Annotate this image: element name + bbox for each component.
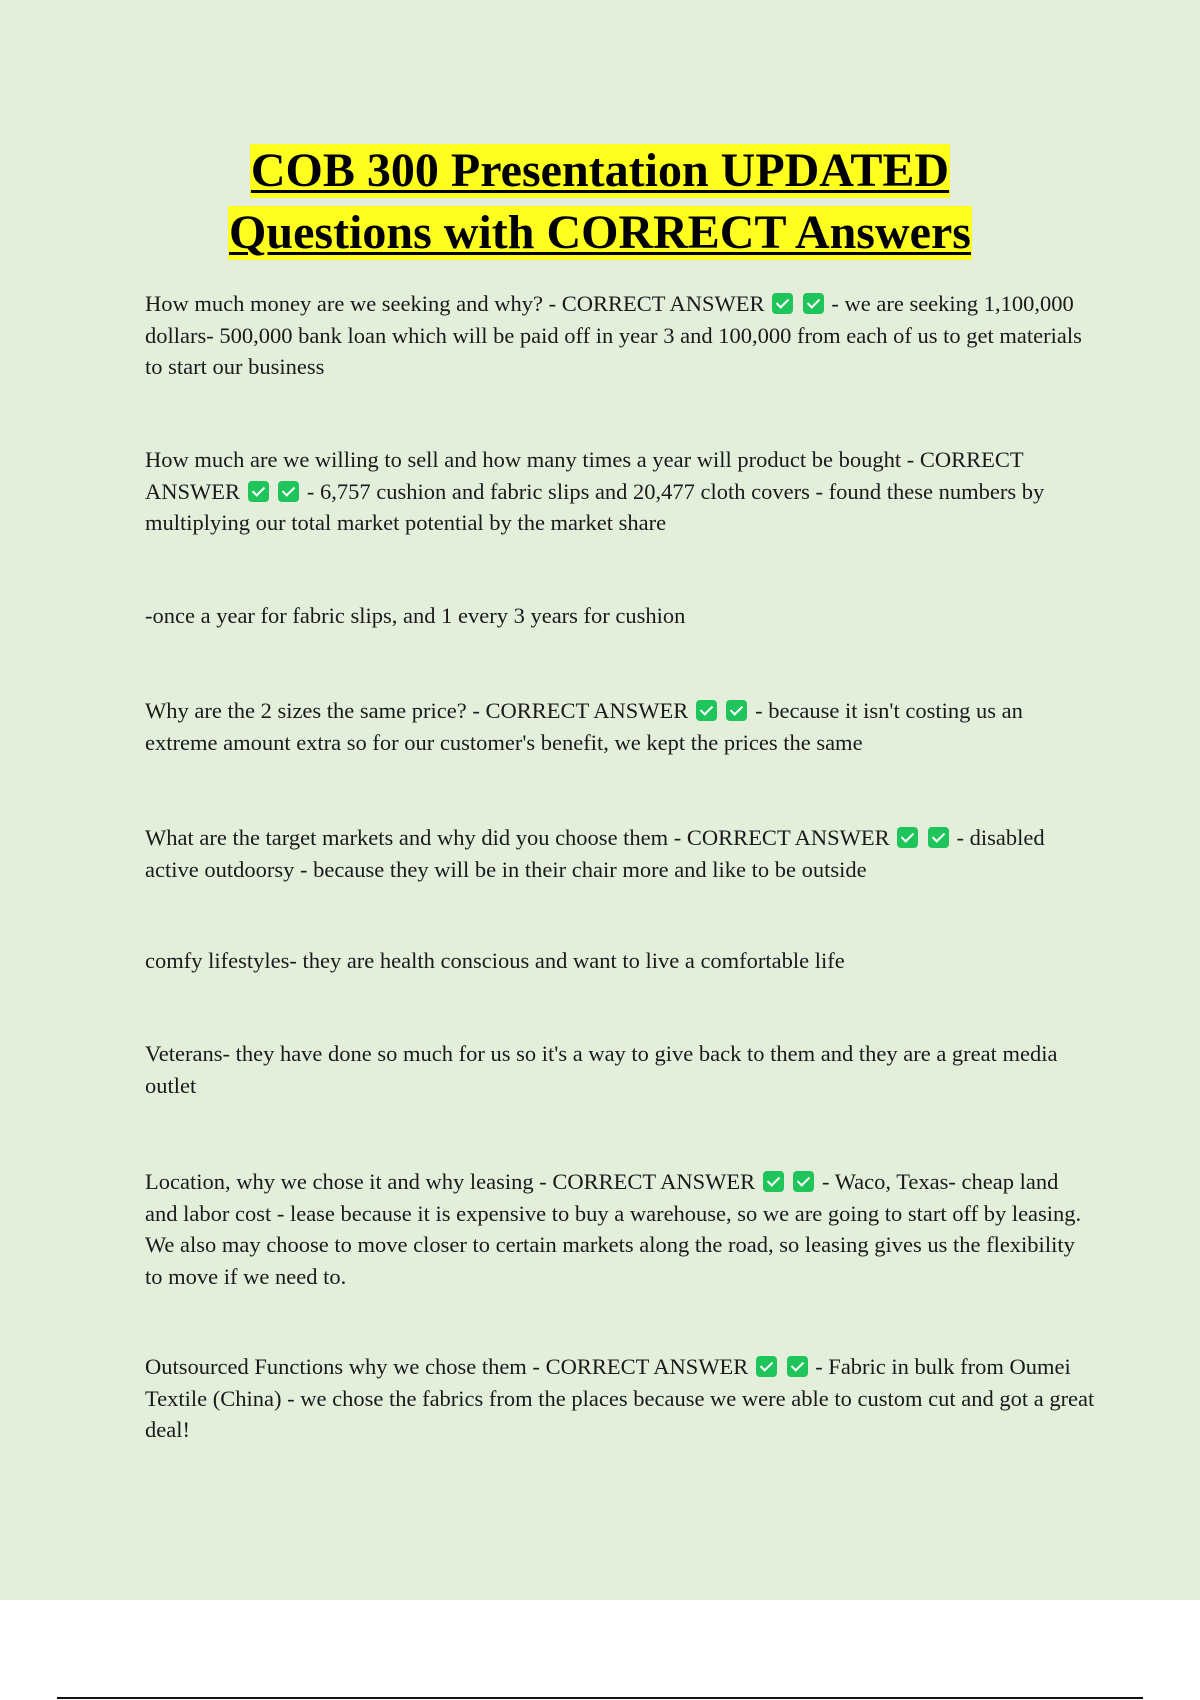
text-item-comfy-lifestyles: comfy lifestyles- they are health conscious and want to live a comfortable life (145, 948, 845, 973)
check-box-icon (756, 1356, 777, 1377)
answer-text: - we are seeking 1,100,000 dollars- 500,000 bank loan which will be paid off in year 3 and 100,000 from each of us to get materials to start our business (145, 291, 1082, 379)
question-text: What are the target markets and why did you choose them - (145, 825, 687, 850)
answer-text: - 6,757 cushion and fabric slips and 20,477 cloth covers - found these numbers by multiplying our total market potential by the market share (145, 478, 1045, 535)
answer-label: CORRECT ANSWER (145, 447, 1024, 504)
check-box-icon (787, 1356, 808, 1377)
answer-text: - Fabric in bulk from Oumei Textile (China) - we chose the fabrics from the places because we were able to custom cut and got a great deal! (145, 1354, 1095, 1442)
check-box-icon (897, 827, 918, 848)
text-item-veterans: Veterans- they have done so much for us so it's a way to give back to them and they are a great media outlet (145, 1041, 1058, 1098)
text-item-frequency: -once a year for fabric slips, and 1 every 3 years for cushion (145, 603, 686, 628)
answer-text: - because it isn't costing us an extreme amount extra so for our customer's benefit, we kept the prices the same (145, 698, 1023, 755)
qa-item-pricing (145, 695, 1095, 758)
answer-label: CORRECT ANSWER (545, 1354, 749, 1379)
answer-label: CORRECT ANSWER (485, 698, 689, 723)
question-text: How much money are we seeking and why? - (145, 291, 562, 316)
check-box-icon (726, 700, 747, 721)
question-text: Outsourced Functions why we chose them - (145, 1354, 546, 1379)
check-box-icon (793, 1171, 814, 1192)
answer-label: CORRECT ANSWER (686, 825, 890, 850)
check-box-icon (278, 481, 299, 502)
qa-item-outsourced (145, 1351, 1095, 1446)
question-text: Location, why we chose it and why leasing - (145, 1169, 553, 1194)
answer-label: CORRECT ANSWER (561, 291, 765, 316)
qa-item-location (145, 1166, 1095, 1292)
title-line-2: Questions with CORRECT Answers (229, 206, 971, 259)
document-title (0, 144, 1200, 260)
check-box-icon (696, 700, 717, 721)
qa-item-sales (145, 444, 1095, 539)
check-box-icon (248, 481, 269, 502)
qa-item-target-markets (145, 822, 1095, 885)
footer-divider (57, 1697, 1143, 1699)
check-box-icon (803, 293, 824, 314)
answer-text: - Waco, Texas- cheap land and labor cost - lease because it is expensive to buy a warehouse, so we are going to start off by leasing. We also may choose to move closer to certain markets along the road, so leasing gives us the flexibility to move if we need to. (145, 1169, 1082, 1289)
question-text: Why are the 2 sizes the same price? - (145, 698, 486, 723)
title-line-1: COB 300 Presentation UPDATED (250, 144, 950, 197)
check-box-icon (928, 827, 949, 848)
answer-label: CORRECT ANSWER (552, 1169, 756, 1194)
check-box-icon (763, 1171, 784, 1192)
answer-text: - disabled active outdoorsy - because they will be in their chair more and like to be outside (145, 825, 1045, 882)
qa-item-money (145, 288, 1095, 383)
check-box-icon (772, 293, 793, 314)
question-text: How much are we willing to sell and how many times a year will product be bought - (145, 447, 920, 472)
